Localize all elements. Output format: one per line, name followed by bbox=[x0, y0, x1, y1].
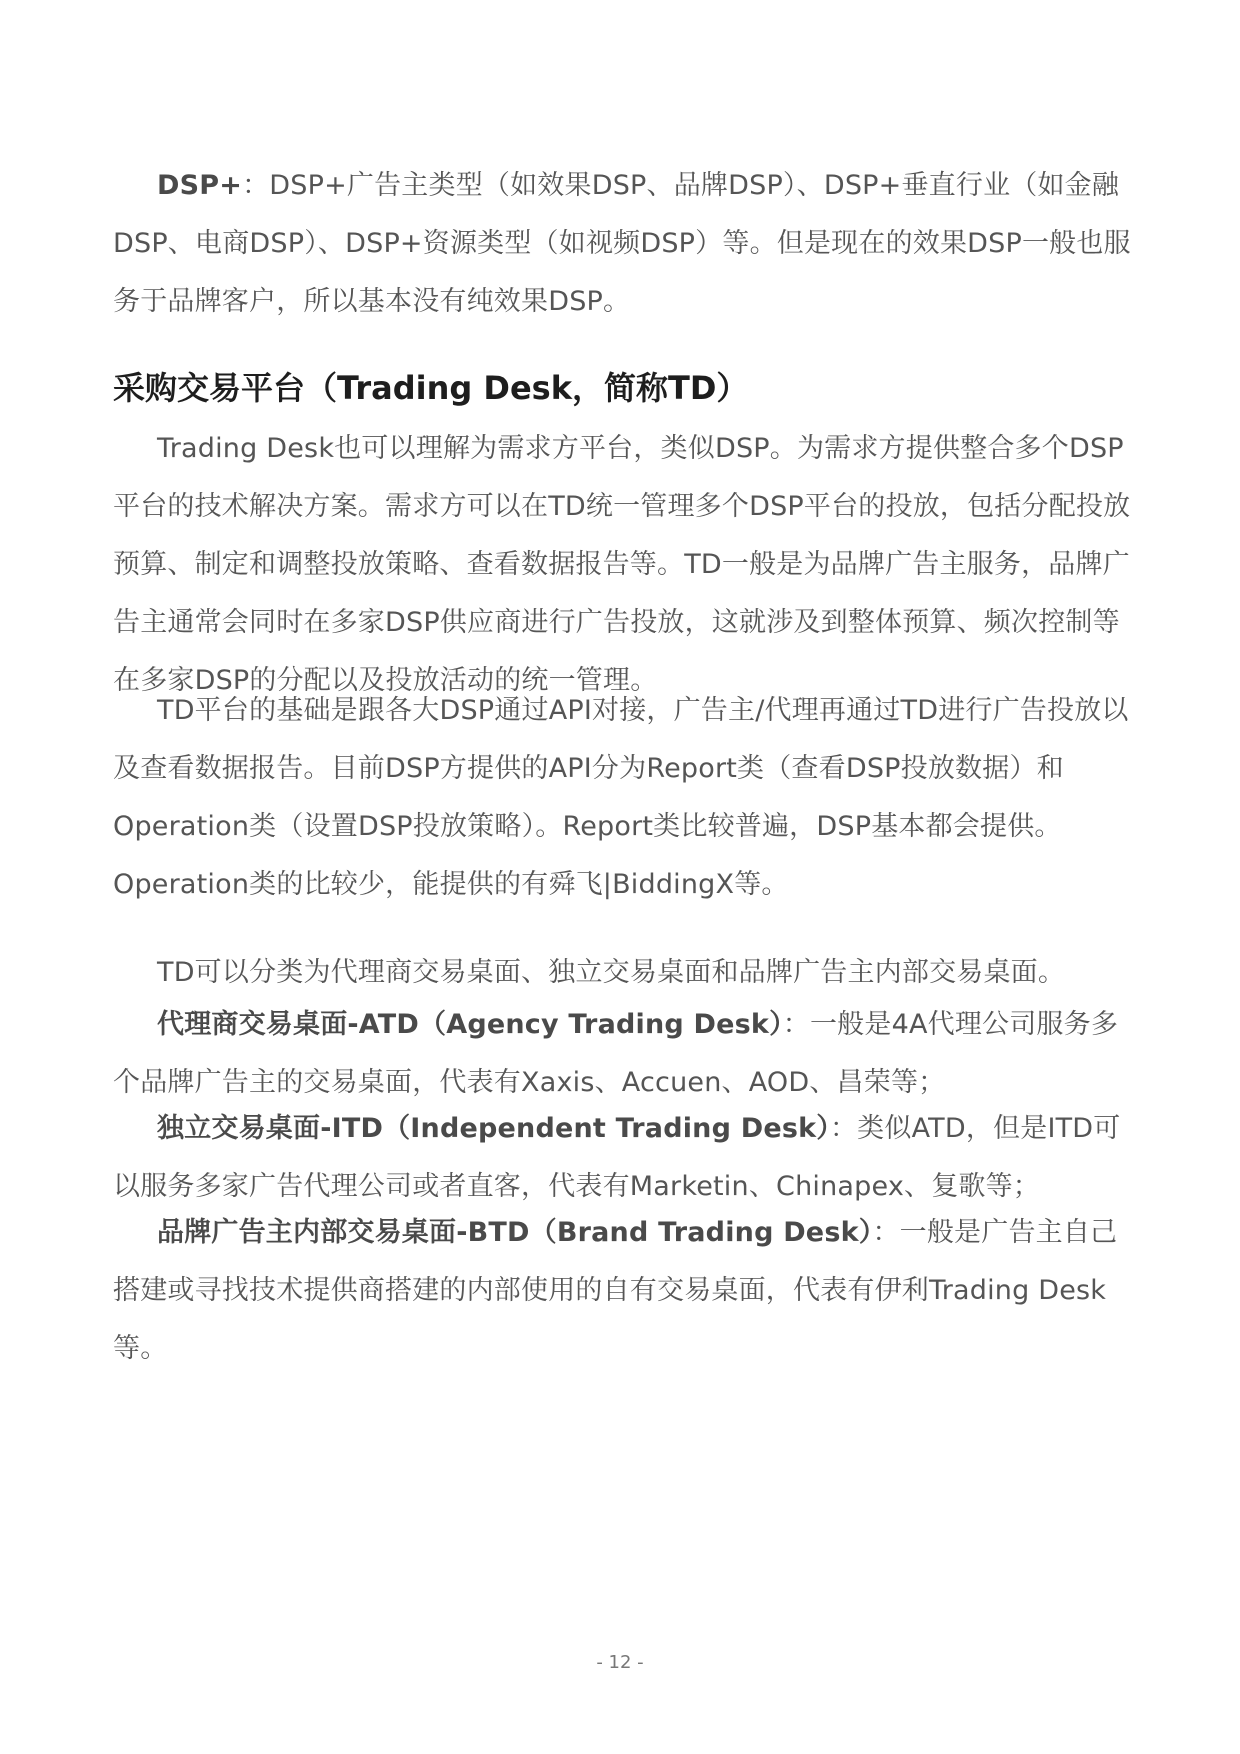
section-paragraph-2: TD平台的基础是跟各大DSP通过API对接，广告主/代理再通过TD进行广告投放以及查看数据报告。目前DSP方提供的API分为Report类（查看DSP投放数据）和Operation类（设置DSP投放策略）。Report类比较普遍，DSP基本都会提供。Operation类的比较少，能提供的有舜飞|BiddingX等。 bbox=[113, 695, 1129, 900]
type-atd-paragraph bbox=[113, 996, 1131, 1112]
type-itd-paragraph bbox=[113, 1100, 1131, 1216]
type-atd-text: ：一般是4A代理公司服务多个品牌广告主的交易桌面，代表有Xaxis、Accuen、AOD、昌荣等； bbox=[113, 1009, 1119, 1098]
type-btd-text: ：一般是广告主自己搭建或寻找技术提供商搭建的内部使用的自有交易桌面，代表有伊利Trading Desk等。 bbox=[113, 1217, 1118, 1364]
page-number: - 12 - bbox=[596, 1652, 644, 1673]
intro-term: DSP+ bbox=[157, 170, 243, 201]
section-heading: 采购交易平台（Trading Desk，简称TD） bbox=[113, 369, 749, 407]
section-paragraph-3: TD可以分类为代理商交易桌面、独立交易桌面和品牌广告主内部交易桌面。 bbox=[157, 957, 1066, 988]
type-itd-term: 独立交易桌面-ITD（Independent Trading Desk） bbox=[157, 1113, 830, 1144]
type-btd-paragraph bbox=[113, 1204, 1131, 1378]
type-btd-term: 品牌广告主内部交易桌面-BTD（Brand Trading Desk） bbox=[157, 1217, 873, 1248]
section-paragraph-1: Trading Desk也可以理解为需求方平台，类似DSP。为需求方提供整合多个DSP平台的技术解决方案。需求方可以在TD统一管理多个DSP平台的投放，包括分配投放预算、制定和调整投放策略、查看数据报告等。TD一般是为品牌广告主服务，品牌广告主通常会同时在多家DSP供应商进行广告投放，这就涉及到整体预算、频次控制等在多家DSP的分配以及投放活动的统一管理。 bbox=[113, 433, 1131, 696]
intro-text: ：DSP+广告主类型（如效果DSP、品牌DSP）、DSP+垂直行业（如金融DSP、电商DSP）、DSP+资源类型（如视频DSP）等。但是现在的效果DSP一般也服务于品牌客户，所以基本没有纯效果DSP。 bbox=[113, 170, 1131, 317]
type-itd-text: ：类似ATD，但是ITD可以服务多家广告代理公司或者直客，代表有Marketin、Chinapex、复歌等； bbox=[113, 1113, 1121, 1202]
type-atd-term: 代理商交易桌面-ATD（Agency Trading Desk） bbox=[157, 1009, 783, 1040]
intro-paragraph bbox=[113, 157, 1131, 331]
